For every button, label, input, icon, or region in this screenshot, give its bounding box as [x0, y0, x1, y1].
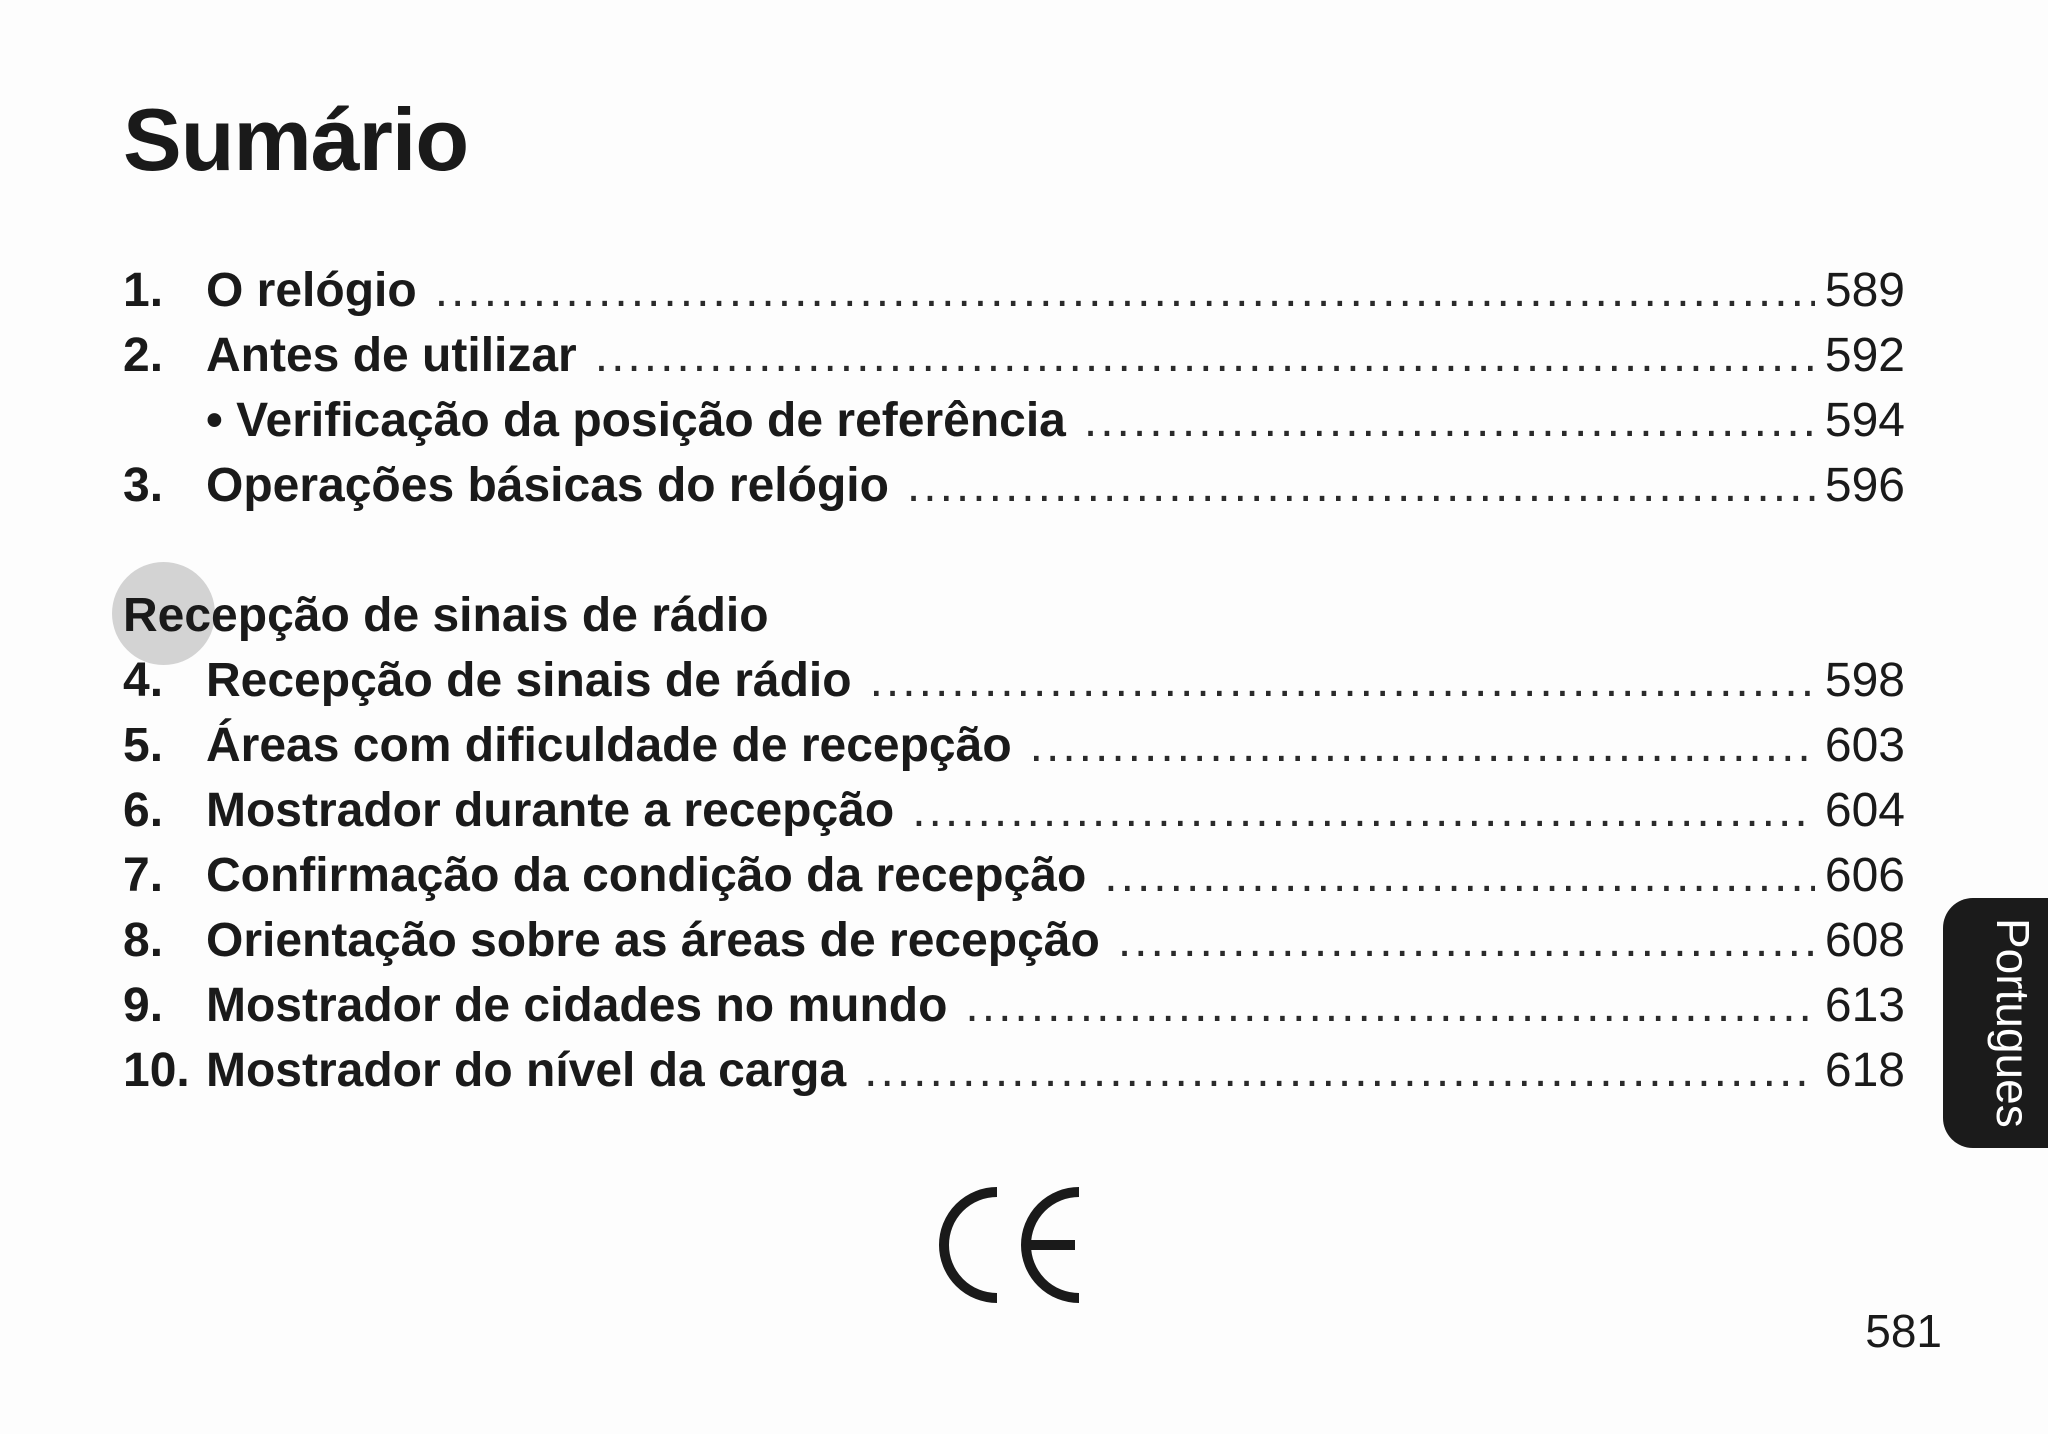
toc-list — [123, 258, 1905, 518]
toc-entry-6[interactable] — [123, 778, 1905, 843]
toc-entry-title: O relógio — [206, 264, 417, 317]
ce-mark-c — [944, 1192, 997, 1298]
toc-entry-page: 589 — [1824, 264, 1905, 317]
toc-entry-title: Antes de utilizar — [206, 329, 577, 382]
toc-entry-page: 613 — [1824, 979, 1905, 1032]
toc-entry-9[interactable] — [123, 973, 1905, 1038]
toc-entry-2[interactable] — [123, 323, 1905, 388]
dot-leader — [870, 653, 1815, 708]
ce-mark-icon — [938, 1180, 1084, 1310]
dot-leader — [965, 978, 1815, 1033]
toc-entry-page: 618 — [1824, 1044, 1905, 1097]
toc-entry-title: Recepção de sinais de rádio — [206, 654, 852, 707]
toc-entry-title: Confirmação da condição da recepção — [206, 849, 1087, 902]
dot-leader — [912, 783, 1815, 838]
dot-leader — [1084, 393, 1815, 448]
toc-entry-7[interactable] — [123, 843, 1905, 908]
toc-entry-number: 9. — [123, 979, 164, 1032]
toc-entry-page: 592 — [1824, 329, 1905, 382]
toc-entry-title: Mostrador durante a recepção — [206, 784, 895, 837]
toc-subentry-reference-position[interactable] — [123, 388, 1905, 453]
toc-entry-number: 6. — [123, 784, 164, 837]
toc-entry-number: 2. — [123, 329, 164, 382]
toc-entry-page: 606 — [1824, 849, 1905, 902]
page-title: Sumário — [123, 90, 469, 189]
toc-entry-number: 10. — [123, 1044, 190, 1097]
toc-entry-4[interactable] — [123, 648, 1905, 713]
dot-leader — [435, 263, 1815, 318]
dot-leader — [1030, 718, 1815, 773]
dot-leader — [864, 1043, 1815, 1098]
language-tab-label: Portugues — [1987, 918, 2039, 1128]
section-heading-text: Recepção de sinais de rádio — [123, 589, 769, 642]
toc-entry-title: Mostrador de cidades no mundo — [206, 979, 948, 1032]
toc-entry-page: 598 — [1824, 654, 1905, 707]
toc-entry-number: 4. — [123, 654, 164, 707]
toc-entry-title: • Verificação da posição de referência — [206, 394, 1066, 447]
toc-entry-page: 594 — [1824, 394, 1905, 447]
toc-entry-number: 7. — [123, 849, 164, 902]
toc-entry-number: 3. — [123, 459, 164, 512]
toc-entry-title: Orientação sobre as áreas de recepção — [206, 914, 1100, 967]
toc-entry-8[interactable] — [123, 908, 1905, 973]
toc-entry-title: Mostrador do nível da carga — [206, 1044, 847, 1097]
toc-entry-3[interactable] — [123, 453, 1905, 518]
toc-entry-5[interactable] — [123, 713, 1905, 778]
toc-entry-1[interactable] — [123, 258, 1905, 323]
toc-list-radio — [123, 583, 1905, 1103]
dot-leader — [595, 328, 1815, 383]
toc-entry-number: 1. — [123, 264, 164, 317]
toc-entry-number: 8. — [123, 914, 164, 967]
dot-leader — [907, 458, 1815, 513]
toc-entry-title: Operações básicas do relógio — [206, 459, 889, 512]
dot-leader — [1118, 913, 1815, 968]
dot-leader — [1104, 848, 1815, 903]
toc-entry-number: 5. — [123, 719, 164, 772]
toc-entry-page: 596 — [1824, 459, 1905, 512]
section-heading — [123, 583, 1905, 648]
toc-entry-page: 603 — [1824, 719, 1905, 772]
toc-entry-page: 608 — [1824, 914, 1905, 967]
toc-entry-10[interactable] — [123, 1038, 1905, 1103]
toc-entry-page: 604 — [1824, 784, 1905, 837]
toc-entry-title: Áreas com dificuldade de recepção — [206, 719, 1012, 772]
page-number: 581 — [1865, 1305, 1942, 1357]
